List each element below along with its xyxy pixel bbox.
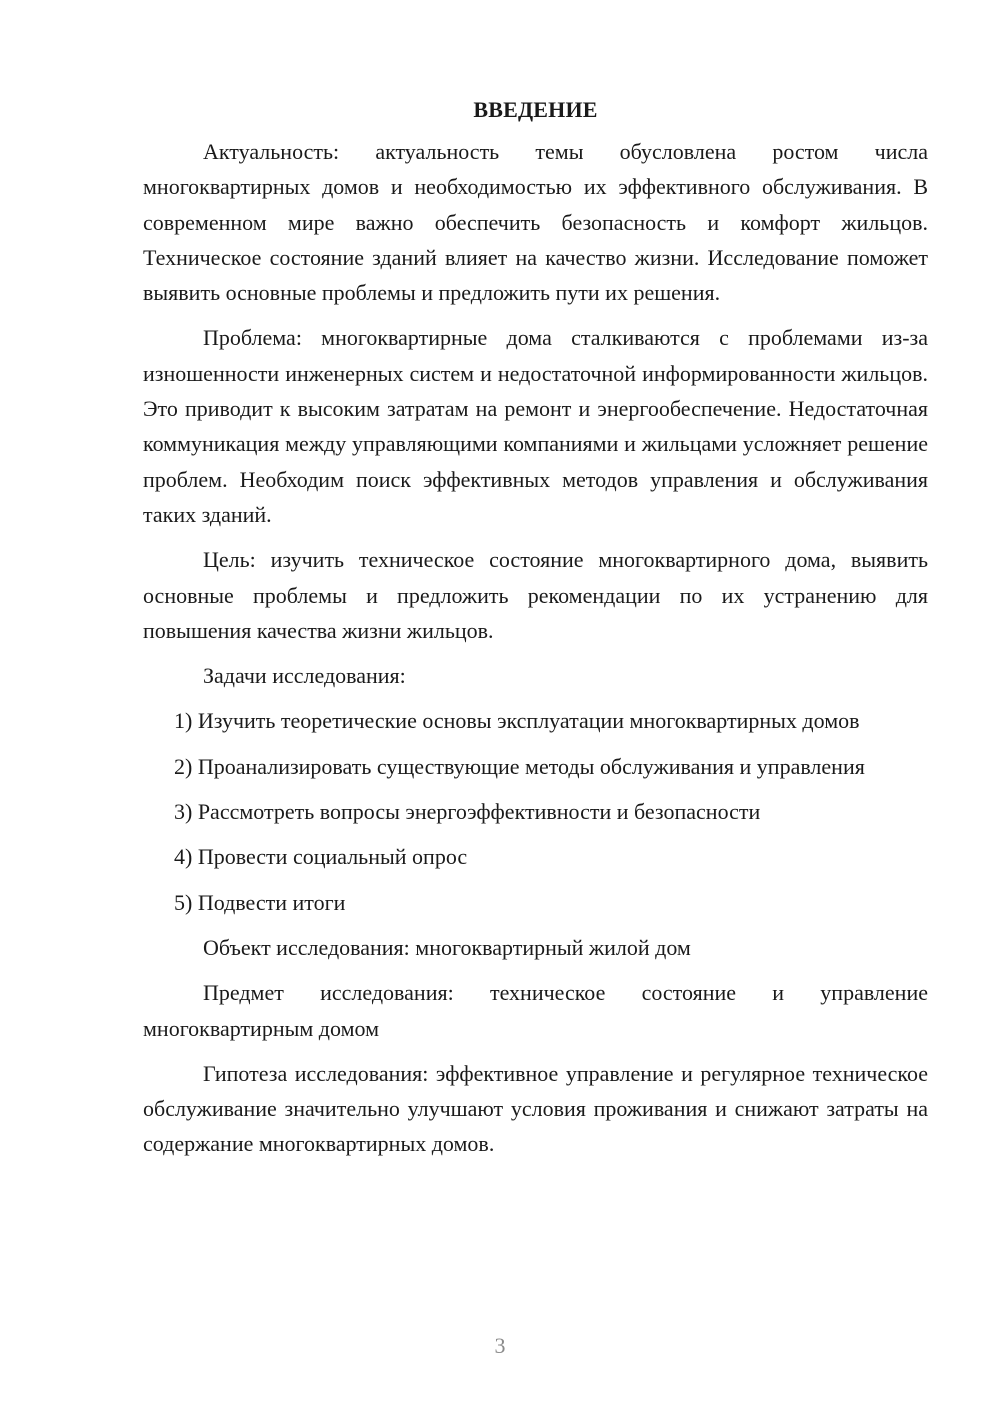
- tasks-heading: Задачи исследования:: [203, 663, 406, 689]
- problem-paragraph: Проблема: многоквартирные дома сталкиваются с проблемами из-за изношенности инженерных систем и недостаточной информированности жильцов. Это приводит к высоким затратам на ремонт и энергообеспечение. Недостаточная коммуникация между управляющими компаниями и жильцами усложняет решение проблем. Необходим поиск эффективных методов управления и обслуживания таких зданий.: [143, 325, 928, 527]
- object-paragraph: Объект исследования: многоквартирный жилой дом: [203, 934, 691, 960]
- hypothesis-paragraph: Гипотеза исследования: эффективное управление и регулярное техническое обслуживание значительно улучшают условия проживания и снижают затраты на содержание многоквартирных домов.: [143, 1060, 928, 1157]
- page-title: ВВЕДЕНИЕ: [473, 97, 598, 122]
- task-item: 4) Провести социальный опрос: [174, 844, 468, 870]
- goal-paragraph: Цель: изучить техническое состояние многоквартирного дома, выявить основные проблемы и предложить рекомендации по их устранению для повышения качества жизни жильцов.: [143, 547, 928, 643]
- page-number: 3: [494, 1333, 506, 1358]
- task-item: 1) Изучить теоретические основы эксплуатации многоквартирных домов: [174, 708, 860, 734]
- task-item: 3) Рассмотреть вопросы энергоэффективности и безопасности: [174, 799, 761, 825]
- task-item: 2) Проанализировать существующие методы обслуживания и управления: [174, 753, 865, 779]
- document-page: [143, 92, 928, 1162]
- subject-paragraph: Предмет исследования: техническое состояние и управление многоквартирным домом: [143, 980, 928, 1041]
- task-item: 5) Подвести итоги: [174, 889, 346, 915]
- relevance-paragraph: Актуальность: актуальность темы обусловлена ростом числа многоквартирных домов и необходимостью их эффективного обслуживания. В современном мире важно обеспечить безопасность и комфорт жильцов. Техническое состояние зданий влияет на качество жизни. Исследование поможет выявить основные проблемы и предложить пути их решения.: [143, 139, 928, 306]
